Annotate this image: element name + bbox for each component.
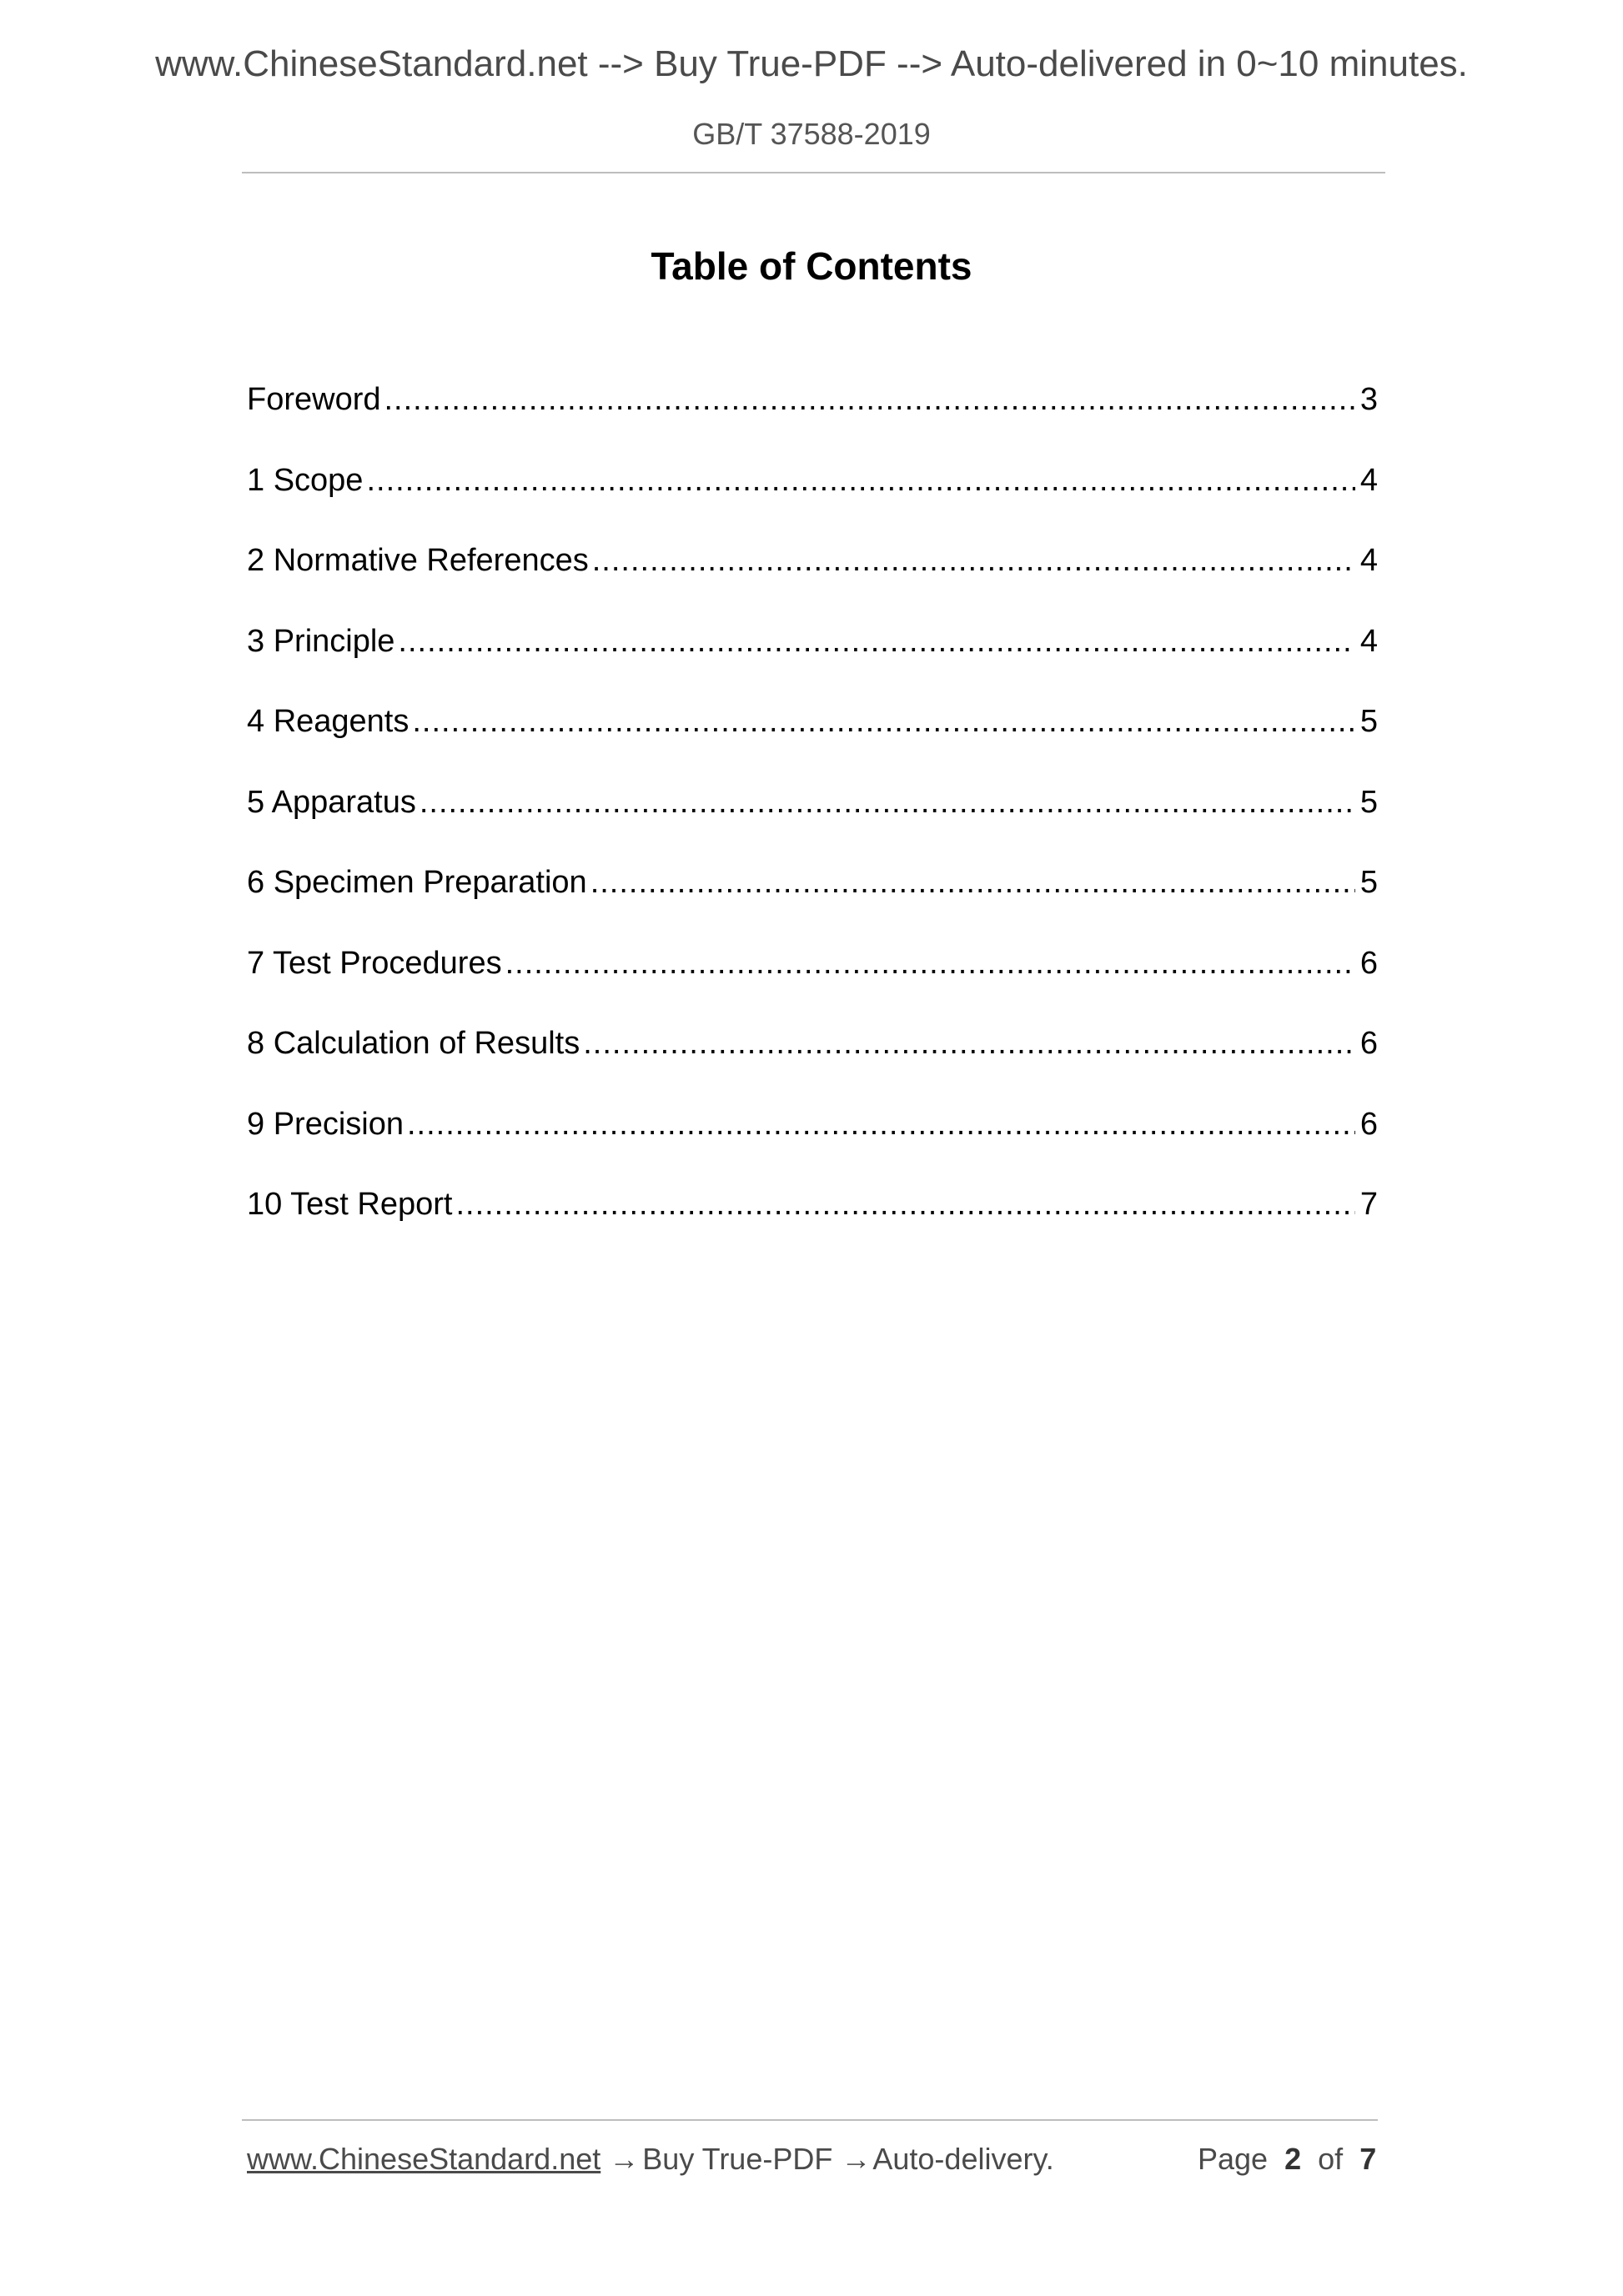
- footer-promo: [247, 2142, 1054, 2177]
- toc-dot-leader: [590, 857, 1355, 907]
- toc-entry-page: 6: [1359, 1106, 1378, 1142]
- toc-dot-leader: [384, 374, 1355, 425]
- toc-entry-label: 4 Reagents: [247, 704, 410, 739]
- toc-dot-leader: [398, 616, 1354, 666]
- toc-entry-page: 6: [1359, 945, 1378, 981]
- toc-entry-foreword[interactable]: [247, 374, 1378, 455]
- toc-entry-label: Foreword: [247, 382, 381, 417]
- toc-entry-page: 3: [1359, 382, 1378, 417]
- toc-entry-page: 5: [1359, 865, 1378, 900]
- toc-dot-leader: [592, 535, 1355, 585]
- toc-entry-specimen-preparation[interactable]: [247, 857, 1378, 938]
- toc-entry-scope[interactable]: [247, 455, 1378, 536]
- toc-entry-label: 3 Principle: [247, 623, 395, 659]
- toc-entry-label: 10 Test Report: [247, 1187, 453, 1222]
- toc-entry-precision[interactable]: [247, 1099, 1378, 1180]
- toc-entry-label: 1 Scope: [247, 462, 364, 498]
- footer-delivery-text: Auto-delivery.: [872, 2142, 1054, 2176]
- toc-entry-page: 5: [1359, 704, 1378, 739]
- standard-code: GB/T 37588-2019: [692, 117, 931, 151]
- toc-entry-page: 4: [1359, 623, 1378, 659]
- header-divider: [242, 172, 1385, 173]
- of-label: of: [1318, 2142, 1344, 2176]
- page-label: Page: [1198, 2142, 1269, 2176]
- toc-dot-leader: [420, 777, 1355, 827]
- toc-entry-label: 9 Precision: [247, 1106, 404, 1142]
- footer-site-link[interactable]: www.ChineseStandard.net: [247, 2142, 601, 2176]
- toc-entry-label: 5 Apparatus: [247, 784, 416, 820]
- toc-entry-page: 6: [1359, 1026, 1378, 1061]
- toc-title: Table of Contents: [651, 244, 972, 288]
- toc-dot-leader: [583, 1018, 1355, 1068]
- toc-entry-label: 7 Test Procedures: [247, 945, 502, 981]
- toc-entry-reagents[interactable]: [247, 696, 1378, 777]
- toc-entry-apparatus[interactable]: [247, 777, 1378, 858]
- footer-buy-text: Buy True-PDF: [642, 2142, 833, 2176]
- toc-dot-leader: [412, 696, 1354, 746]
- toc-list: [247, 374, 1378, 1260]
- toc-entry-principle[interactable]: [247, 616, 1378, 697]
- toc-dot-leader: [505, 938, 1355, 988]
- right-arrow-icon: →: [609, 2142, 640, 2176]
- toc-entry-normative-references[interactable]: [247, 535, 1378, 616]
- toc-entry-page: 4: [1359, 462, 1378, 498]
- page-indicator: [1198, 2142, 1376, 2177]
- footer-divider: [242, 2119, 1378, 2121]
- toc-entry-label: 2 Normative References: [247, 543, 589, 578]
- toc-dot-leader: [366, 455, 1354, 505]
- toc-dot-leader: [407, 1099, 1355, 1149]
- right-arrow-icon: →: [841, 2142, 872, 2176]
- toc-entry-page: 4: [1359, 543, 1378, 578]
- toc-entry-label: 8 Calculation of Results: [247, 1026, 580, 1061]
- toc-dot-leader: [455, 1179, 1354, 1229]
- toc-entry-calculation-of-results[interactable]: [247, 1018, 1378, 1099]
- toc-entry-label: 6 Specimen Preparation: [247, 865, 587, 900]
- page-current: 2: [1284, 2142, 1302, 2176]
- toc-entry-page: 7: [1359, 1187, 1378, 1222]
- toc-entry-test-procedures[interactable]: [247, 938, 1378, 1019]
- toc-entry-test-report[interactable]: [247, 1179, 1378, 1260]
- header-banner: www.ChineseStandard.net --> Buy True-PDF --> Auto-delivered in 0~10 minutes.: [155, 43, 1468, 84]
- page-total: 7: [1359, 2142, 1377, 2176]
- toc-entry-page: 5: [1359, 784, 1378, 820]
